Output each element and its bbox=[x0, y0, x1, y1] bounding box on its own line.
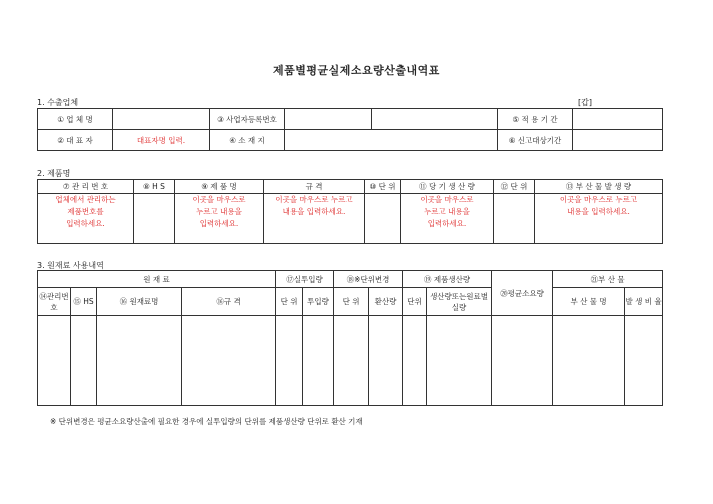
header-input-qty: 투입량 bbox=[303, 288, 334, 316]
header-spec: ⑯규 격 bbox=[182, 288, 276, 316]
header-converted-qty: 환산량 bbox=[369, 288, 403, 316]
header-unit2: 단 위 bbox=[334, 288, 369, 316]
footnote: ※ 단위변경은 평균소요량산출에 필요한 경우에 실투입량의 단위를 제품생산량 단위로 환산 기재 bbox=[50, 417, 363, 426]
cell-unit2[interactable] bbox=[334, 316, 369, 406]
header-spec: 규 격 bbox=[264, 180, 365, 194]
rep-input[interactable]: 대표자명 입력. bbox=[113, 130, 210, 151]
mgmt-no-input[interactable]: 업체에서 관리하는 제품번호를 입력하세요. bbox=[38, 194, 134, 244]
cell-converted-qty[interactable] bbox=[369, 316, 403, 406]
header-unit1: 단 위 bbox=[276, 288, 303, 316]
header-unit3: 단위 bbox=[403, 288, 427, 316]
header-byproduct-ratio: 발 생 비 율 bbox=[625, 288, 663, 316]
header-production: ⑪ 당 기 생 산 량 bbox=[401, 180, 494, 194]
header-unit2: ⑫ 단 위 bbox=[494, 180, 535, 194]
cell-mgmt-no[interactable] bbox=[38, 316, 71, 406]
unit2-input[interactable] bbox=[494, 194, 535, 244]
regno-label: ③ 사업자등록번호 bbox=[210, 109, 285, 130]
addr-label: ④ 소 재 지 bbox=[210, 130, 285, 151]
hs-input[interactable] bbox=[134, 194, 175, 244]
cell-spec[interactable] bbox=[182, 316, 276, 406]
section1-heading: 1. 수출업체 bbox=[37, 98, 79, 107]
production-input[interactable]: 이곳을 마우스로 누르고 내용을 입력하세요. bbox=[401, 194, 494, 244]
cell-unit3[interactable] bbox=[403, 316, 427, 406]
cell-hs[interactable] bbox=[71, 316, 97, 406]
header-avg-consumption: ⑳평균소요량 bbox=[492, 271, 553, 316]
addr-input[interactable] bbox=[285, 130, 498, 151]
period-input[interactable] bbox=[573, 109, 663, 130]
spec-input[interactable]: 이곳을 마우스로 누르고 내용을 입력하세요. bbox=[264, 194, 365, 244]
regno-input-ext[interactable] bbox=[372, 109, 498, 130]
page-title: 제품별평균실제소요량산출내역표 bbox=[273, 64, 440, 77]
target-input[interactable] bbox=[573, 130, 663, 151]
period-label: ⑤ 적 용 기 간 bbox=[498, 109, 573, 130]
rep-label: ② 대 표 자 bbox=[38, 130, 113, 151]
header-byproduct: ㉑부 산 물 bbox=[553, 271, 663, 288]
regno-input[interactable] bbox=[285, 109, 372, 130]
material-table bbox=[37, 270, 663, 406]
header-product-qty: ⑲ 제품생산량 bbox=[403, 271, 492, 288]
header-byproduct-name: 부 산 물 명 bbox=[553, 288, 625, 316]
unit-input[interactable] bbox=[365, 194, 401, 244]
header-hs: ⑮ HS bbox=[71, 288, 97, 316]
header-mgmt-no: ⑦ 관 리 번 호 bbox=[38, 180, 134, 194]
header-unit: ⑩ 단 위 bbox=[365, 180, 401, 194]
form-tag: [갑] bbox=[578, 98, 592, 107]
cell-unit1[interactable] bbox=[276, 316, 303, 406]
header-actual-input: ⑰실투입량 bbox=[276, 271, 334, 288]
header-prod-loss: 생산량또는원료별실량 bbox=[427, 288, 492, 316]
target-label: ⑥ 신고대상기간 bbox=[498, 130, 573, 151]
exporter-table bbox=[37, 108, 663, 151]
product-table bbox=[37, 179, 663, 244]
cell-input-qty[interactable] bbox=[303, 316, 334, 406]
header-byproduct: ⑬ 부 산 물 발 생 량 bbox=[535, 180, 663, 194]
cell-material-name[interactable] bbox=[97, 316, 182, 406]
company-input[interactable] bbox=[113, 109, 210, 130]
product-name-input[interactable]: 이곳을 마우스로 누르고 내용을 입력하세요. bbox=[175, 194, 264, 244]
header-mgmt-no: ⑭관리번호 bbox=[38, 288, 71, 316]
header-product-name: ⑨ 제 품 명 bbox=[175, 180, 264, 194]
cell-avg-consumption[interactable] bbox=[492, 316, 553, 406]
section3-heading: 3. 원재료 사용내역 bbox=[37, 261, 104, 270]
header-hs: ⑧ H S bbox=[134, 180, 175, 194]
header-unit-change: ⑱※단위변경 bbox=[334, 271, 403, 288]
company-label: ① 업 체 명 bbox=[38, 109, 113, 130]
cell-prod-loss[interactable] bbox=[427, 316, 492, 406]
cell-byproduct-name[interactable] bbox=[553, 316, 625, 406]
byproduct-input[interactable]: 이곳을 마우스로 누르고 내용을 입력하세요. bbox=[535, 194, 663, 244]
section2-heading: 2. 제품명 bbox=[37, 169, 71, 178]
header-raw-material: 원 재 료 bbox=[38, 271, 276, 288]
cell-byproduct-ratio[interactable] bbox=[625, 316, 663, 406]
header-material-name: ⑯ 원재료명 bbox=[97, 288, 182, 316]
